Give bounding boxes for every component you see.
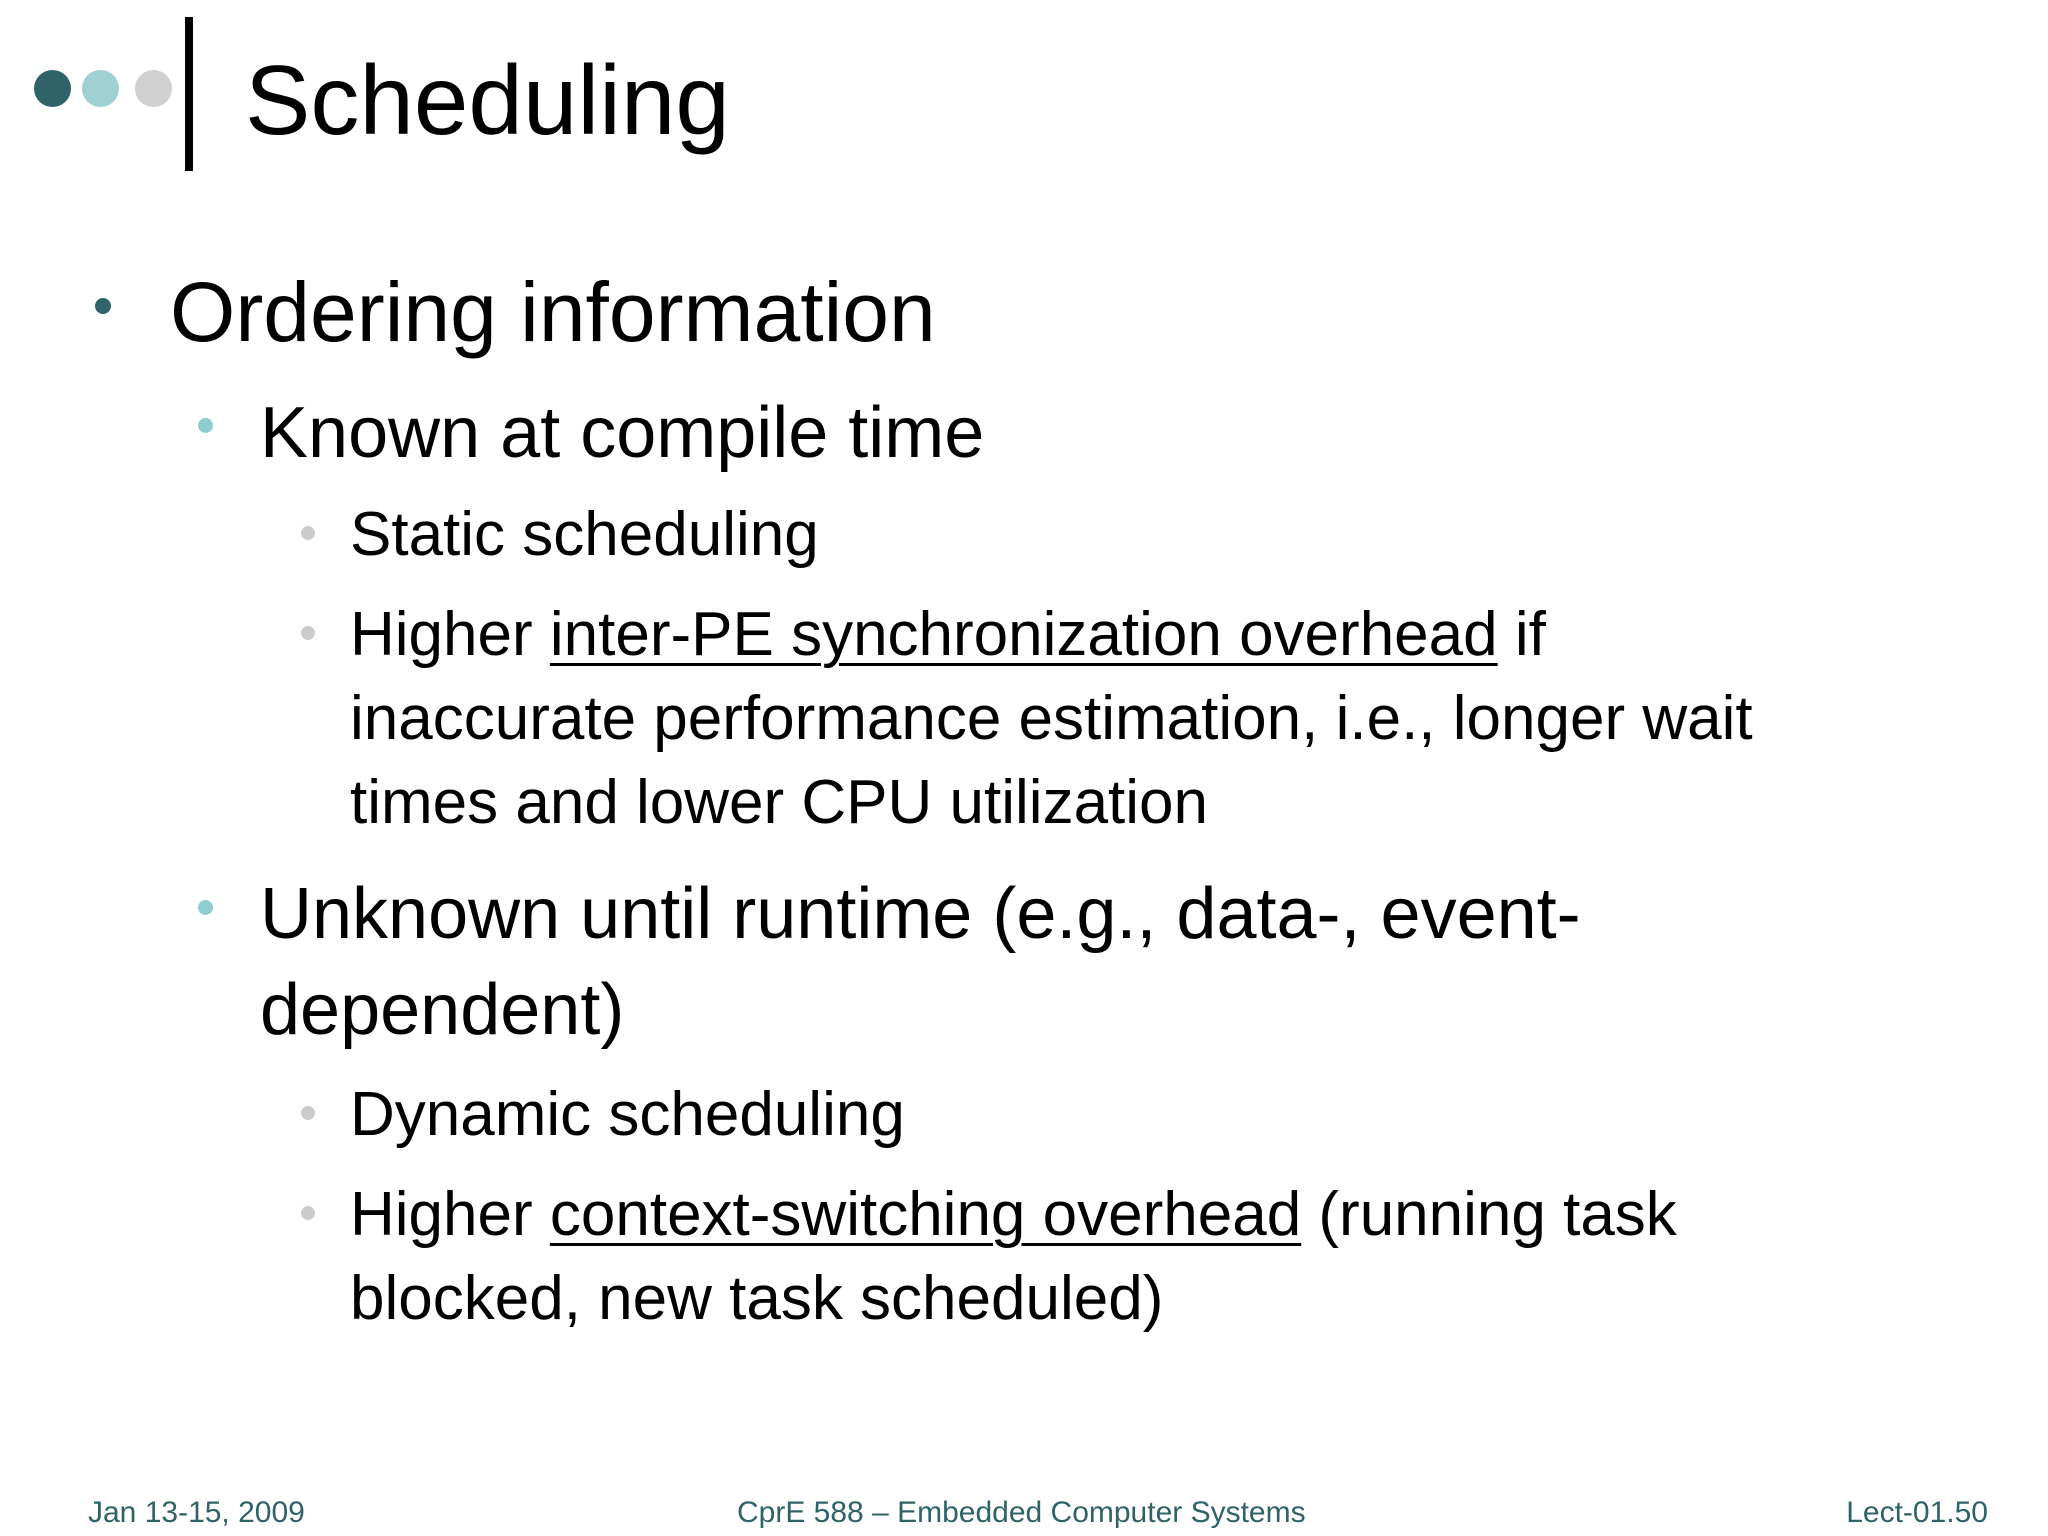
bullet-unknown-until-runtime-line2: dependent) — [260, 970, 625, 1050]
slide-title: Scheduling — [245, 45, 730, 155]
bullet-unknown-until-runtime-line1: Unknown until runtime (e.g., data-, event- — [260, 874, 1581, 954]
bullet-static-scheduling: Static scheduling — [350, 500, 819, 569]
sync-suffix: if — [1497, 600, 1546, 669]
footer-date: Jan 13-15, 2009 — [88, 1496, 305, 1529]
bullet-sync-overhead-line1 — [350, 593, 1546, 677]
bullet-sync-overhead-line2: inaccurate performance estimation, i.e., longer wait — [350, 684, 1753, 753]
bullet-level1 — [95, 298, 111, 314]
bullet-level3 — [301, 1106, 315, 1120]
bullet-level2 — [198, 418, 213, 433]
ctx-prefix: Higher — [350, 1180, 550, 1249]
bullet-ordering-information: Ordering information — [170, 265, 936, 359]
header-dot-dark — [34, 70, 71, 107]
footer-course-title: CprE 588 – Embedded Computer Systems — [737, 1496, 1306, 1529]
header-dot-light — [82, 70, 119, 107]
sync-underlined-term: inter-PE synchronization overhead — [549, 600, 1498, 669]
bullet-level3 — [301, 526, 315, 540]
bullet-known-at-compile-time: Known at compile time — [260, 393, 985, 473]
bullet-level2 — [198, 900, 213, 915]
title-divider — [185, 17, 193, 171]
bullet-context-switching-line1 — [350, 1173, 1677, 1257]
header-dot-gray — [135, 70, 172, 107]
ctx-suffix: (running task — [1301, 1180, 1677, 1249]
footer-slide-number: Lect-01.50 — [1846, 1496, 1988, 1529]
ctx-underlined-term: context-switching overhead — [549, 1180, 1302, 1249]
bullet-context-switching-line2: blocked, new task scheduled) — [350, 1264, 1164, 1333]
sync-prefix: Higher — [350, 600, 550, 669]
bullet-sync-overhead-line3: times and lower CPU utilization — [350, 768, 1209, 837]
bullet-level3 — [301, 1206, 315, 1220]
bullet-dynamic-scheduling: Dynamic scheduling — [350, 1080, 905, 1149]
bullet-level3 — [301, 626, 315, 640]
